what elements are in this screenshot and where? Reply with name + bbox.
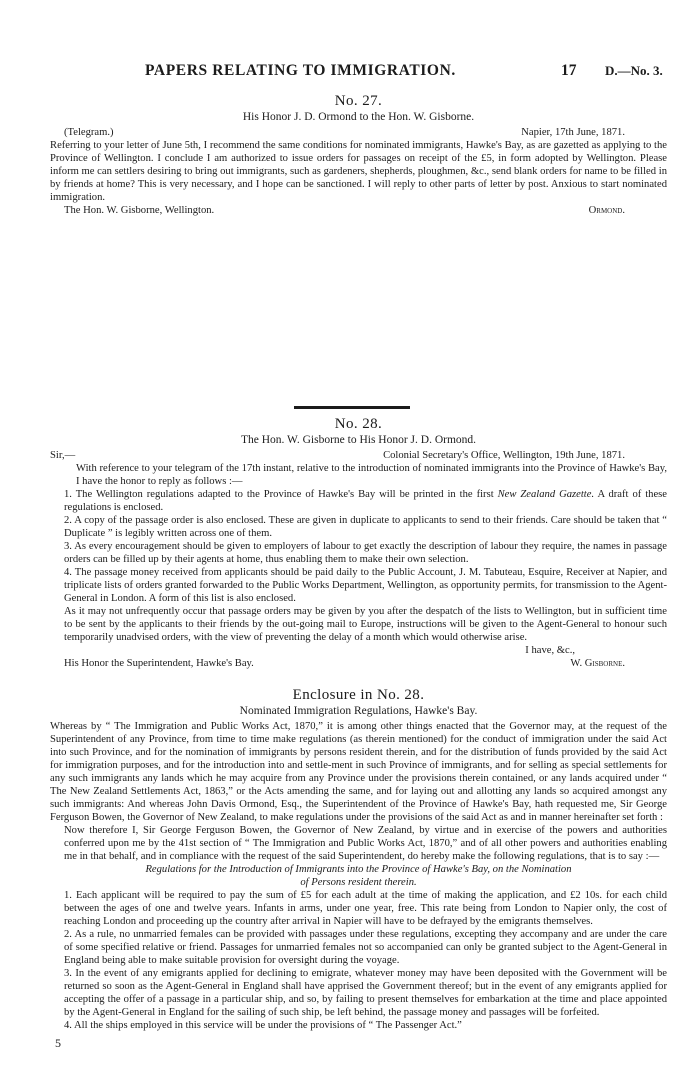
doc28-signature: W. Gisborne. xyxy=(570,658,625,669)
doc27-telegram-label: (Telegram.) xyxy=(64,127,114,138)
doc27-sign-row xyxy=(50,204,667,217)
doc27-signature: Ormond. xyxy=(588,205,625,216)
doc28-intro: With reference to your telegram of the 17th instant, relative to the introduction of nominated immigrants into the Province of Hawke's Bay, I have the honor to reply as follows :— xyxy=(76,463,667,487)
doc28-place-date: Colonial Secretary's Office, Wellington, 19th June, 1871. xyxy=(383,450,625,461)
doc28-meta-row xyxy=(50,449,667,462)
enclosure-heading: Enclosure in No. 28. xyxy=(292,687,425,703)
doc28-number: No. 28. xyxy=(334,416,383,432)
regulations-title-line-2: of Persons resident therein. xyxy=(300,877,417,888)
nz-gazette-title: New Zealand Gazette. xyxy=(497,489,595,500)
doc27-addressee: The Hon. W. Gisborne, Wellington. xyxy=(64,205,215,216)
enclosure-whereas: Whereas by “ The Immigration and Public Works Act, 1870,” it is among other things enacted that the Governor may, at the request of the Superintendent of any Province, from time to time make regulations (as therein mentioned) for the conduct of immigration under the said Act into such Province, and for the nomination of immigrants by persons resident therein, and for the distribution of funds provided by the said Act for immigration purposes, and for the introduction into and settle-ment in such Province of immigrants, and for selling as special settlements for any such immigrants any lands which he may acquire from any Province under the provisions therein contained, or any lands acquired under “ The New Zealand Settlements Act, 1863,” or the Acts amending the same, and for laying out and allotting any lands so acquired amongst any such immigrants: And whereas John Davis Ormond, Esq., the Superintendent of the Province of Hawke's Bay, hath requested me, Sir George Ferguson Bowen, the Governor of New Zealand, to make regulations under the provisions of the said Act as and in manner hereinafter set forth : xyxy=(50,721,667,823)
regulation-2: 2. As a rule, no unmarried females can be provided with passages under these regulations, excepting they accompany and are under the care of some specified relative or friend. Passages for unmarried females not so accompanied can only be granted subject to the Agent-General in England being able to make suitable provision for oversight during the voyage. xyxy=(64,929,667,966)
doc28-para-2: 2. A copy of the passage order is also enclosed. These are given in duplicate to applicants to send to their friends. Care should be taken that “ Duplicate ” is legibly written across one of them. xyxy=(64,515,667,539)
doc27-place-date: Napier, 17th June, 1871. xyxy=(521,127,625,138)
doc27-number: No. 27. xyxy=(334,93,383,109)
page-header xyxy=(0,62,700,82)
regulations-title-line-1: Regulations for the Introduction of Immigrants into the Province of Hawke's Bay, on the Nomination xyxy=(145,864,572,875)
doc28-heading: The Hon. W. Gisborne to His Honor J. D. Ormond. xyxy=(240,434,477,446)
running-title: PAPERS RELATING TO IMMIGRATION. xyxy=(145,62,456,79)
document-no-28 xyxy=(50,415,667,670)
doc28-sign-row xyxy=(50,657,667,670)
enclosure-no-28 xyxy=(50,686,667,1032)
doc27-body: Referring to your letter of June 5th, I recommend the same conditions for nominated immigrants, Hawke's Bay, as are gazetted as applying to the Province of Wellington. I conclude I am authorized to issue orders for passages on receipt of the £5, in form adopted by Wellington. Please inform me can settlers desiring to bring out immigrants, such as gardeners, shepherds, ploughmen, &c., send blank orders for name to be filled in by friends at home? This is very necessary, and I hope can be sanctioned. I will reply to other parts of letter by post. Anxious to start nominated immigration. xyxy=(50,140,667,203)
doc27-meta-row xyxy=(50,126,667,139)
document-no-27 xyxy=(50,92,667,217)
enclosure-subheading: Nominated Immigration Regulations, Hawke's Bay. xyxy=(239,705,478,717)
doc28-addressee: His Honor the Superintendent, Hawke's Bay. xyxy=(64,658,254,669)
doc28-para-4: 4. The passage money received from applicants should be paid daily to the Public Account, J. M. Tabuteau, Esquire, Receiver at Napier, and triplicate lists of orders granted forwarded to the Public Works Department, Wellington, as opportunity permits, for transmission to the Agent-General in London. A form of this list is also enclosed. xyxy=(64,567,667,604)
doc28-para-1-start: 1. The Wellington regulations adapted to the Province of Hawke's Bay will be printed in the first xyxy=(64,489,498,500)
doc28-para-1 xyxy=(50,488,667,514)
doc28-para-5: As it may not unfrequently occur that passage orders may be given by you after the despatch of the lists to Wellington, but in sufficient time to be sent by the applicants to their friends by the out-going mail to Europe, instructions will be given to the Agent-General to honour such temporarily unadvised orders, with the view of preventing the delay of a month which would otherwise arise. xyxy=(64,606,667,643)
enclosure-now-therefore: Now therefore I, Sir George Ferguson Bowen, the Governor of New Zealand, by virtue and in exercise of the powers and authorities conferred upon me by the 41st section of “ The Immigration and Public Works Act, 1870,” and of all other powers and authorities enabling me in that behalf, and in compliance with the request of the said Superintendent, do hereby make the following regulations, that is to say :— xyxy=(64,825,667,862)
doc28-closing: I have, &c., xyxy=(525,645,575,656)
regulation-1: 1. Each applicant will be required to pay the sum of £5 for each adult at the time of making the application, and £2 10s. for each child between the ages of one and twelve years. Infants in arms, under one year, free. This rate being from London to Napier only, the cost of reaching London and proceeding up the country after arrival in Napier will have to be defrayed by the emigrants themselves. xyxy=(64,890,667,927)
section-divider-rule xyxy=(294,406,410,409)
printer-signature-mark: 5 xyxy=(55,1036,61,1050)
doc27-heading: His Honor J. D. Ormond to the Hon. W. Gisborne. xyxy=(242,111,475,123)
paper-reference: D.—No. 3. xyxy=(605,63,663,78)
doc28-para-3: 3. As every encouragement should be given to employers of labour to get exactly the description of labour they require, the names in passage orders can be filled up by their agents at home, thus enabling them to make their own selection. xyxy=(64,541,667,565)
regulation-3: 3. In the event of any emigrants applied for declining to emigrate, whatever money may have been deposited with the Government will be returned so soon as the Agent-General in England shall have apprised the Government thereof; but in the event of any emigrants applied for accepting the offer of a passage in a particular ship, and so, by failing to present themselves for embarkation at the time and place appointed by the Agent-General in England for the sailing of such ship, be left behind, the passage money and passages will be forfeited. xyxy=(64,968,667,1018)
page-number: 17 xyxy=(561,62,577,79)
doc28-salutation: Sir,— xyxy=(50,450,76,461)
regulation-4: 4. All the ships employed in this service will be under the provisions of “ The Passenger Act.” xyxy=(64,1020,462,1031)
doc28-para-1-end: A draft of these regulations is enclosed. xyxy=(64,489,667,513)
